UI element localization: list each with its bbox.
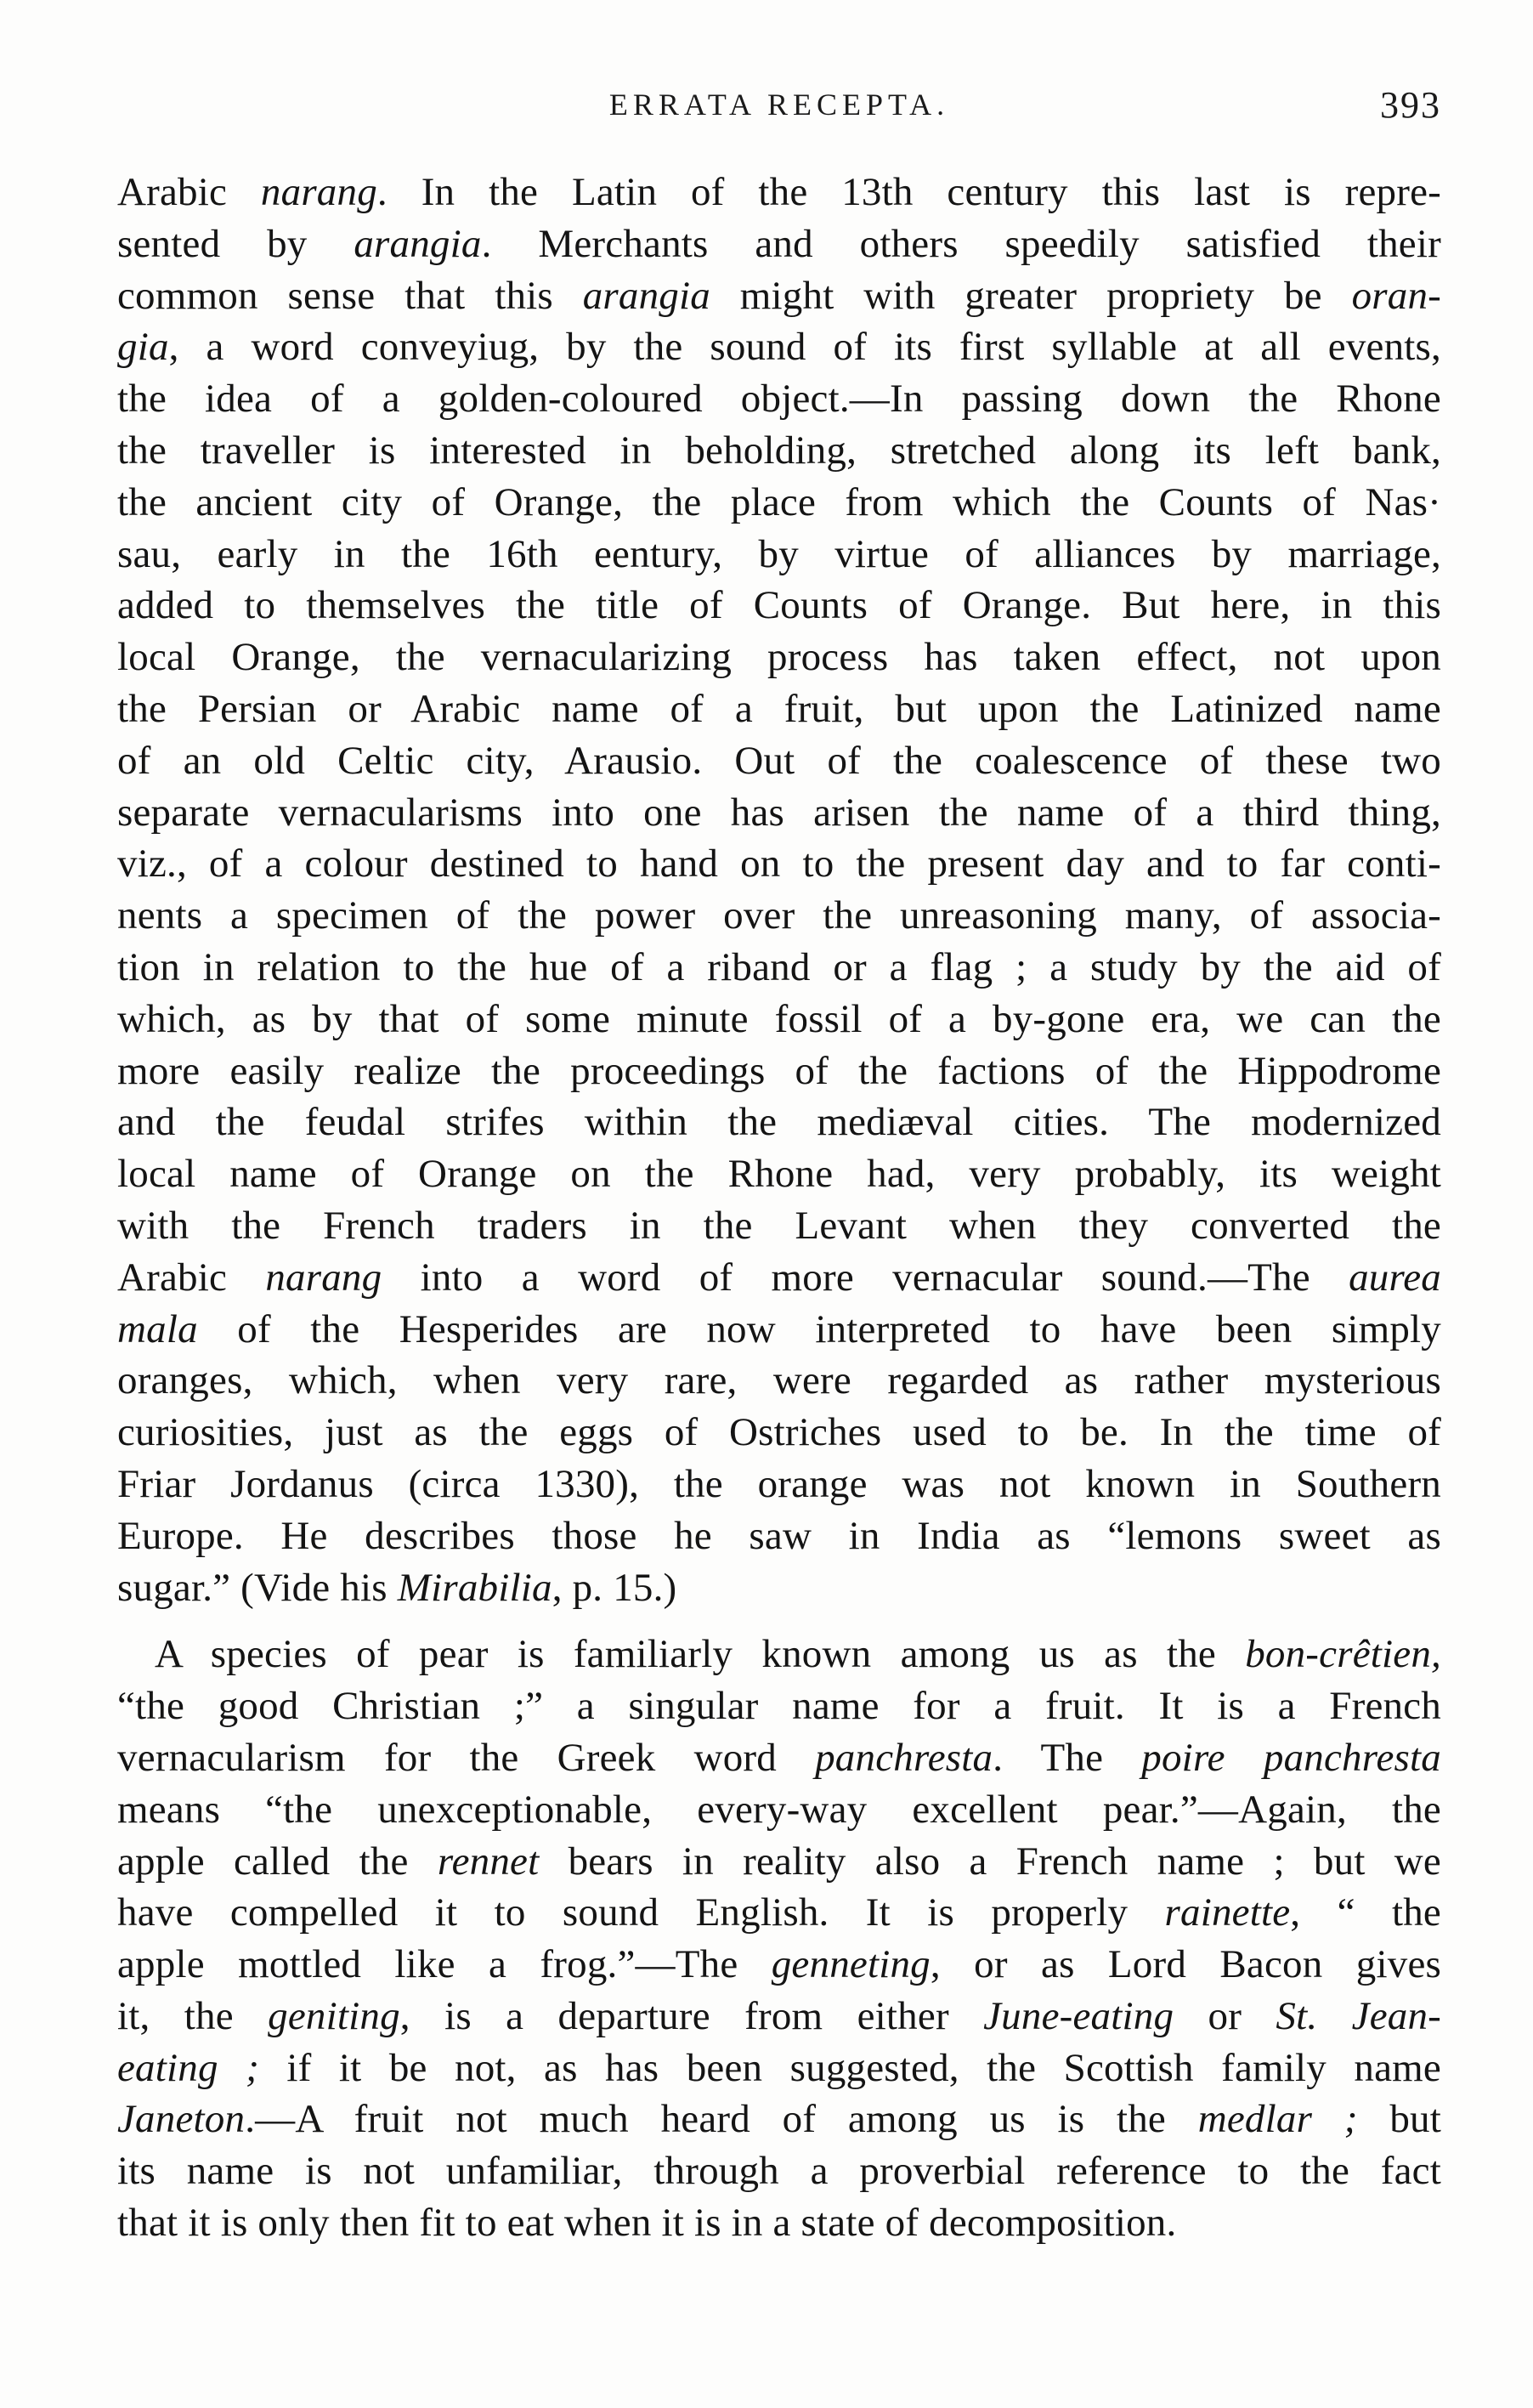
text-run: the Persian or Arabic name of a fruit, but upon the Latinized name — [117, 686, 1441, 731]
italic-term: oran- — [1351, 273, 1442, 318]
italic-term: gia — [117, 325, 169, 370]
text-run: and the feudal strifes within the mediæval cities. The modernized — [117, 1100, 1441, 1145]
text-line — [117, 1200, 1441, 1252]
italic-term: rennet — [437, 1839, 540, 1884]
text-run: might with greater propriety be — [710, 273, 1352, 318]
italic-term: rainette — [1164, 1890, 1291, 1935]
text-run: tion in relation to the hue of a riband or a flag ; a study by the aid of — [117, 944, 1441, 989]
text-line — [117, 1148, 1441, 1200]
text-line — [117, 477, 1441, 529]
text-line — [117, 1939, 1441, 1991]
text-line — [117, 735, 1441, 787]
text-run: Arabic — [117, 1255, 266, 1300]
italic-term: poire panchresta — [1141, 1735, 1441, 1780]
text-line — [117, 2145, 1441, 2197]
text-run: apple called the — [117, 1839, 438, 1884]
text-run: bears in reality also a French name ; but we — [539, 1839, 1441, 1884]
text-run: more easily realize the proceedings of the factions of the Hippodrome — [117, 1048, 1441, 1093]
text-run: local name of Orange on the Rhone had, very probably, its weight — [117, 1152, 1441, 1197]
text-run: . Merchants and others speedily satisfied their — [481, 221, 1441, 266]
italic-term: arangia — [582, 273, 710, 318]
text-line — [117, 1304, 1441, 1356]
text-line — [117, 2197, 1441, 2249]
italic-term: panchresta — [815, 1735, 993, 1780]
italic-term: bon-crêtien, — [1245, 1632, 1441, 1677]
page-number: 393 — [1380, 84, 1441, 126]
text-run: oranges, which, when very rare, were regarded as rather mysterious — [117, 1358, 1441, 1403]
text-run: separate vernacularisms into one has arisen the name of a third thing, — [117, 790, 1441, 835]
text-line — [117, 1407, 1441, 1459]
text-line — [117, 994, 1441, 1045]
paragraph — [117, 1629, 1441, 2249]
text-line — [117, 1991, 1441, 2043]
text-line — [117, 1629, 1441, 1680]
text-run: , or as Lord Bacon gives — [930, 1942, 1441, 1987]
text-run: added to themselves the title of Counts of Orange. But here, in this — [117, 583, 1441, 628]
text-line — [117, 1732, 1441, 1784]
text-run: or — [1174, 1993, 1276, 2038]
text-run: apple mottled like a frog.”—The — [117, 1942, 772, 1987]
text-line — [117, 1459, 1441, 1510]
italic-term: geniting — [268, 1993, 400, 2038]
text-run: , a word conveyiug, by the sound of its first syllable at all events, — [168, 325, 1441, 370]
text-line — [117, 1784, 1441, 1836]
text-run: sented by — [117, 221, 354, 266]
italic-term: arangia — [354, 221, 482, 266]
running-title: ERRATA RECEPTA. — [608, 88, 950, 122]
text-run: , “ the — [1290, 1890, 1441, 1935]
text-run: curiosities, just as the eggs of Ostriches used to be. In the time of — [117, 1410, 1441, 1455]
italic-term: genneting — [771, 1942, 931, 1987]
text-run: but — [1357, 2097, 1442, 2142]
text-run: .—A fruit not much heard of among us is the — [245, 2097, 1198, 2142]
text-line — [117, 1045, 1441, 1097]
text-line — [117, 838, 1441, 890]
text-run: , p. 15.) — [552, 1565, 677, 1610]
text-line — [117, 1096, 1441, 1148]
text-line — [117, 373, 1441, 425]
text-line — [117, 1252, 1441, 1304]
italic-term: St. Jean- — [1276, 1993, 1442, 2038]
text-line — [117, 1836, 1441, 1888]
text-run: of an old Celtic city, Arausio. Out of the coalescence of these two — [117, 738, 1441, 783]
text-run: have compelled it to sound English. It is properly — [117, 1890, 1165, 1935]
text-run: the ancient city of Orange, the place from which the Counts of Nas· — [117, 479, 1441, 524]
text-line — [117, 1680, 1441, 1732]
text-run: “the good Christian ;” a singular name for a fruit. It is a French — [117, 1684, 1441, 1729]
text-run: the idea of a golden-coloured object.—In passing down the Rhone — [117, 377, 1441, 422]
paragraph — [117, 167, 1441, 1613]
text-run: that it is only then fit to eat when it is in a state of decomposition. — [117, 2201, 1177, 2246]
text-run: vernacularism for the Greek word — [117, 1735, 816, 1780]
text-line — [117, 218, 1441, 270]
text-line — [117, 1510, 1441, 1562]
text-line — [117, 890, 1441, 942]
text-line — [117, 321, 1441, 373]
text-run: A species of pear is familiarly known among us as the — [155, 1632, 1246, 1677]
text-line — [117, 683, 1441, 735]
paragraph-gap — [117, 1613, 1441, 1629]
text-run: Europe. He describes those he saw in India as “lemons sweet as — [117, 1513, 1441, 1558]
text-run: Friar Jordanus (circa 1330), the orange was not known in Southern — [117, 1461, 1441, 1506]
text-run: it, the — [117, 1993, 269, 2038]
text-line — [117, 632, 1441, 683]
text-run: . The — [993, 1735, 1142, 1780]
text-line — [117, 167, 1441, 218]
text-line — [117, 2094, 1441, 2145]
text-run: , is a departure from either — [399, 1993, 984, 2038]
text-run: common sense that this — [117, 273, 583, 318]
text-line — [117, 787, 1441, 839]
text-run: the traveller is interested in beholding, stretched along its left bank, — [117, 428, 1441, 473]
text-run: viz., of a colour destined to hand on to the present day and to far conti- — [117, 841, 1441, 887]
text-line — [117, 270, 1441, 322]
italic-term: Mirabilia — [397, 1565, 552, 1610]
text-run: sugar.” (Vide his — [117, 1565, 398, 1610]
text-run: Arabic — [117, 170, 261, 214]
text-line — [117, 580, 1441, 632]
text-run: means “the unexceptionable, every-way excellent pear.”—Again, the — [117, 1787, 1441, 1832]
text-run: local Orange, the vernacularizing process has taken effect, not upon — [117, 635, 1441, 680]
italic-term: medlar ; — [1197, 2097, 1358, 2142]
text-run: of the Hesperides are now interpreted to have been simply — [197, 1306, 1441, 1351]
italic-term: eating ; — [117, 2045, 259, 2090]
italic-term: mala — [117, 1306, 198, 1351]
text-run: with the French traders in the Levant when they converted the — [117, 1203, 1441, 1248]
text-line — [117, 1355, 1441, 1407]
body-text — [117, 167, 1441, 2249]
italic-term: aurea — [1349, 1255, 1441, 1300]
text-run: into a word of more vernacular sound.—The — [382, 1255, 1349, 1300]
text-line — [117, 942, 1441, 994]
text-line — [117, 1562, 1441, 1614]
text-run: nents a specimen of the power over the unreasoning many, of associa- — [117, 893, 1441, 938]
italic-term: Janeton — [117, 2097, 246, 2142]
text-line — [117, 1887, 1441, 1939]
text-line — [117, 2043, 1441, 2094]
text-run: . In the Latin of the 13th century this last is repre- — [376, 170, 1441, 214]
text-line — [117, 529, 1441, 581]
italic-term: June-eating — [983, 1993, 1174, 2038]
text-run: which, as by that of some minute fossil of a by-gone era, we can the — [117, 996, 1441, 1041]
running-head — [117, 84, 1441, 138]
italic-term: narang — [265, 1255, 382, 1300]
text-run: sau, early in the 16th eentury, by virtue of alliances by marriage, — [117, 531, 1441, 576]
italic-term: narang — [260, 170, 377, 214]
text-run: its name is not unfamiliar, through a proverbial reference to the fact — [117, 2149, 1441, 2194]
text-run: if it be not, as has been suggested, the Scottish family name — [258, 2045, 1441, 2090]
text-line — [117, 425, 1441, 477]
